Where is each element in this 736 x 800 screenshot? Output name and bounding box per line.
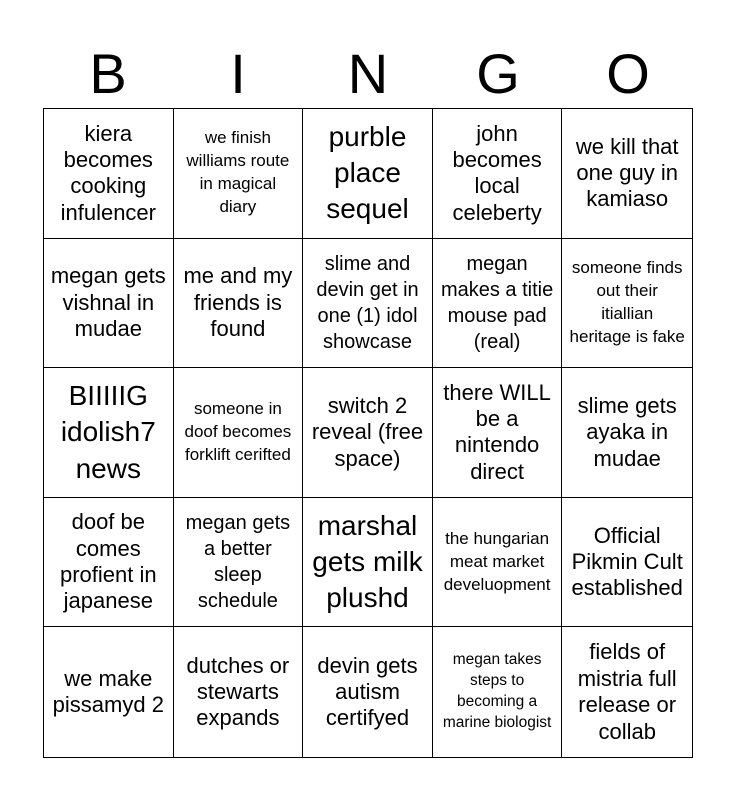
header-letter-i: I [230, 42, 246, 105]
bingo-cell-n2[interactable]: slime and devin get in one (1) idol showcase [303, 239, 433, 369]
bingo-cell-b2[interactable]: megan gets vishnal in mudae [44, 239, 174, 369]
bingo-cell-o5[interactable]: fields of mistria full release or collab [577, 639, 677, 744]
bingo-cell-o1[interactable]: we kill that one guy in kamiaso [562, 109, 692, 239]
bingo-cell-o4[interactable]: Official Pikmin Cult established [562, 498, 692, 628]
bingo-cell-g3[interactable]: there WILL be a nintendo direct [433, 368, 563, 498]
bingo-cell-b4[interactable]: doof be comes profient in japanese [44, 498, 174, 628]
bingo-header [43, 40, 693, 108]
bingo-board [43, 108, 693, 758]
bingo-cell-b5[interactable]: we make pissamyd 2 [44, 627, 174, 757]
bingo-cell-g5[interactable]: megan takes steps to becoming a marine biologist [433, 627, 563, 757]
bingo-cell-i5[interactable]: dutches or stewarts expands [174, 627, 304, 757]
header-letter-b: B [89, 42, 127, 105]
bingo-cell-n1[interactable]: purble place sequel [303, 109, 433, 239]
header-letter-n: N [347, 42, 389, 105]
header-letter-o: O [606, 42, 650, 105]
bingo-cell-n3-free-space[interactable]: switch 2 reveal (free space) [303, 368, 433, 498]
bingo-cell-i2[interactable]: me and my friends is found [174, 239, 304, 369]
header-letter-g: G [476, 42, 520, 105]
bingo-cell-g4[interactable]: the hungarian meat market develuopment [433, 498, 563, 628]
bingo-cell-b3[interactable]: BIIIIIG idolish7 news [44, 368, 174, 498]
bingo-cell-i3[interactable]: someone in doof becomes forklift cerifted [174, 368, 304, 498]
bingo-cell-i1[interactable]: we finish williams route in magical diary [174, 109, 304, 239]
bingo-cell-i4[interactable]: megan gets a better sleep schedule [174, 498, 304, 628]
bingo-cell-n4[interactable]: marshal gets milk plushd [303, 498, 433, 628]
bingo-cell-g2[interactable]: megan makes a titie mouse pad (real) [433, 239, 563, 369]
bingo-cell-b1[interactable]: kiera becomes cooking infulencer [44, 109, 174, 239]
bingo-cell-n5[interactable]: devin gets autism certifyed [303, 627, 433, 757]
bingo-cell-g1[interactable]: john becomes local celeberty [433, 109, 563, 239]
bingo-cell-o3[interactable]: slime gets ayaka in mudae [562, 368, 692, 498]
bingo-cell-o2[interactable]: someone finds out their itiallian heritage is fake [562, 239, 692, 369]
